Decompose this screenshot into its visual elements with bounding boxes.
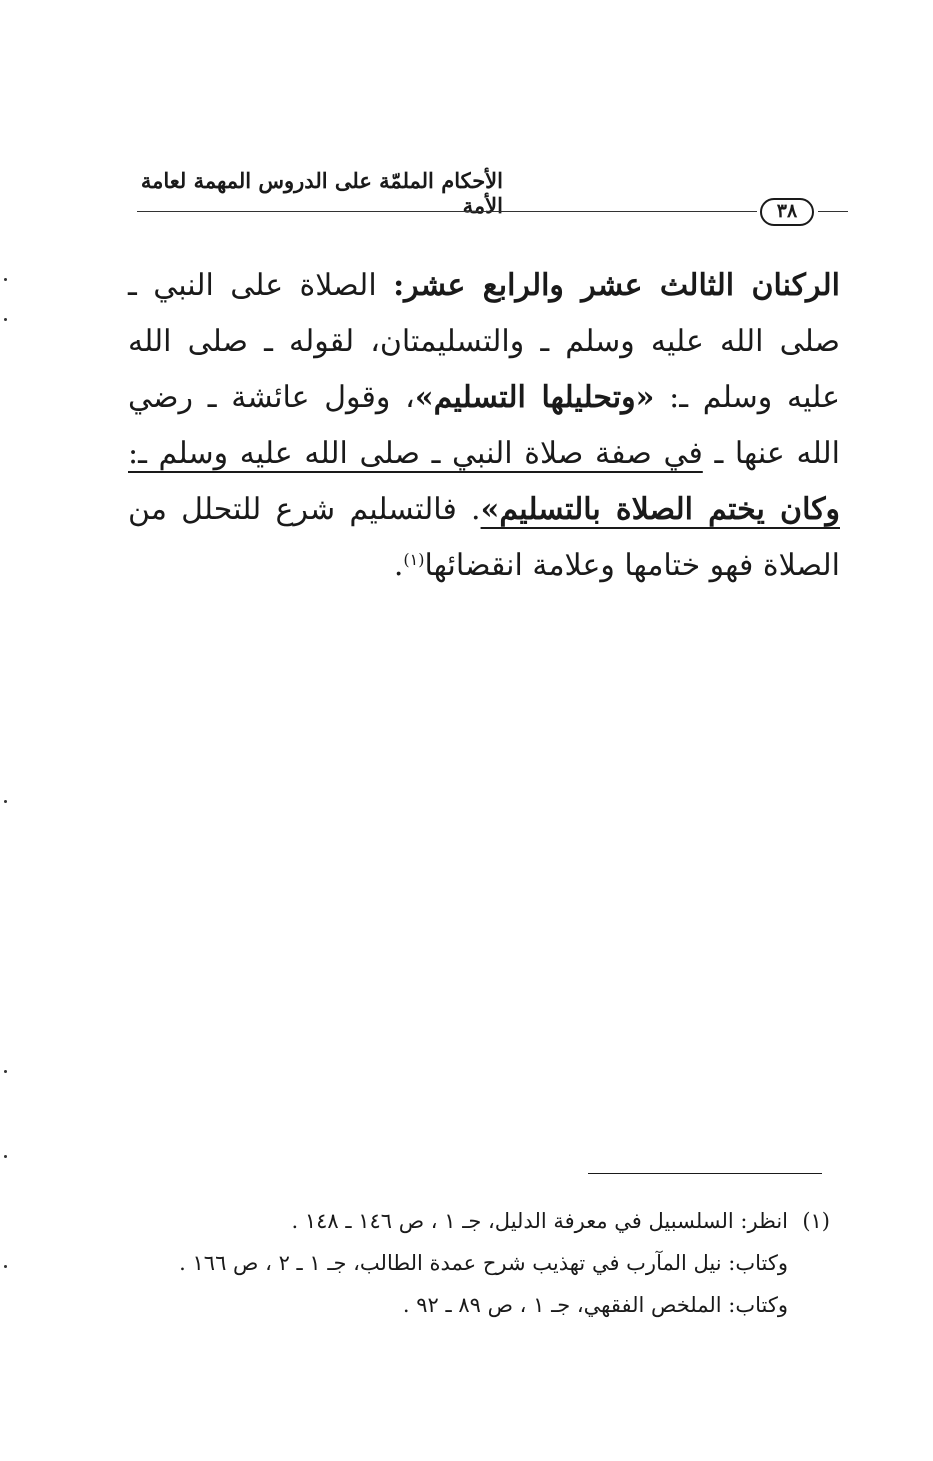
running-title: الأحكام الملمّة على الدروس المهمة لعامة الأمة [140,168,503,218]
scan-mark [4,278,7,281]
paragraph-text: ، وقول عائشة ـ رضي الله عنها ـ [128,380,840,471]
paragraph-text: . [393,548,404,583]
footnote-line [130,1200,830,1242]
underlined-text: في صفة صلاة النبي ـ صلى الله عليه وسلم ـ: [128,436,703,471]
scan-mark [4,318,7,321]
section-heading: الركنان الثالث عشر والرابع عشر: [393,268,840,303]
footnote-reference[interactable]: (١) [403,550,425,569]
footnote-text: وكتاب: الملخص الفقهي، جـ ١ ، ص ٨٩ ـ ٩٢ . [402,1293,788,1317]
footnote-line [130,1242,830,1284]
scan-mark [4,1155,7,1158]
paragraph-text: الصلاة على النبي ـ صلى الله عليه وسلم ـ والتسليمتان، لقوله ـ صلى الله عليه وسلم ـ: [128,268,840,415]
scan-mark [4,800,7,803]
footnote-marker: (١) [802,1209,830,1233]
footnotes [130,1200,830,1326]
header-rule-end [818,211,848,212]
page-number: ٣٨ [760,198,814,226]
footnote-text: وكتاب: نيل المآرب في تهذيب شرح عمدة الطالب، جـ ١ ـ ٢ ، ص ١٦٦ . [179,1251,788,1275]
footnote-line [130,1284,830,1326]
hadith-quote: «وتحليلها التسليم» [414,380,655,415]
paragraph-text: . فالتسليم شرع للتحلل من الصلاة فهو ختامها وعلامة انقضائها [128,492,840,583]
hadith-quote: وكان يختم الصلاة بالتسليم» [480,492,840,527]
scan-mark [4,1070,7,1073]
scan-mark [4,1265,7,1268]
main-paragraph [128,258,840,594]
footnote-separator [588,1173,822,1174]
header-rule [137,211,757,212]
footnote-text: انظر: السلسبيل في معرفة الدليل، جـ ١ ، ص ١٤٦ ـ ١٤٨ . [291,1209,788,1233]
